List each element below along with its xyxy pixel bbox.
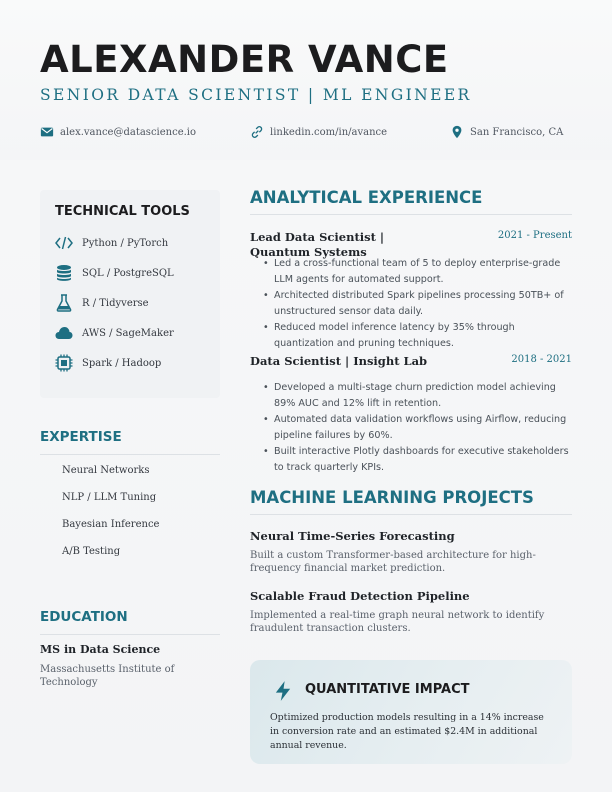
experience-heading: ANALYTICAL EXPERIENCE: [250, 188, 483, 207]
contact-email[interactable]: [40, 124, 196, 140]
expertise-item: Bayesian Inference: [62, 519, 160, 530]
flask-icon: [54, 293, 74, 313]
project-title: Scalable Fraud Detection Pipeline: [250, 589, 470, 603]
tool-label: Spark / Hadoop: [82, 357, 162, 369]
project-title: Neural Time-Series Forecasting: [250, 529, 455, 543]
code-icon: [54, 233, 74, 253]
expertise-item: NLP / LLM Tuning: [62, 492, 157, 503]
candidate-title: SENIOR DATA SCIENTIST | ML ENGINEER: [40, 86, 472, 104]
job-dates: 2021 - Present: [497, 230, 572, 241]
projects-heading: MACHINE LEARNING PROJECTS: [250, 488, 534, 507]
tool-label: Python / PyTorch: [82, 237, 169, 249]
bullet-item: • Developed a multi-stage churn prediction model achieving 89% AUC and 12% lift in retention.: [274, 380, 574, 412]
database-icon: [54, 263, 74, 283]
bullet-item: • Reduced model inference latency by 35% through quantization and pruning techniques.: [274, 320, 574, 352]
job-title: Lead Data Scientist | Quantum Systems: [250, 230, 385, 259]
contact-location: [450, 124, 563, 140]
job-dates: 2018 - 2021: [511, 354, 572, 365]
bullet-item: • Led a cross-functional team of 5 to deploy enterprise-grade LLM agents for automated support.: [274, 256, 574, 288]
project-description: Implemented a real-time graph neural network to identify fraudulent transaction clusters.: [250, 610, 545, 634]
technical-tools-heading: TECHNICAL TOOLS: [55, 204, 190, 219]
job-bullets: [274, 380, 574, 476]
impact-card: [250, 660, 572, 764]
tool-item: [54, 233, 168, 253]
education-divider: [40, 634, 220, 635]
expertise-divider: [40, 454, 220, 455]
job-title: Data Scientist | Insight Lab: [250, 354, 428, 368]
job-bullets: [274, 256, 574, 352]
cloud-icon: [54, 323, 74, 343]
tool-label: SQL / PostgreSQL: [82, 267, 174, 279]
contact-email-text: alex.vance@datascience.io: [60, 126, 197, 138]
tool-item: [54, 323, 174, 343]
location-pin-icon: [450, 125, 464, 139]
tool-item: [54, 263, 174, 283]
education-school: Massachusetts Institute of Technology: [40, 664, 175, 688]
tool-label: R / Tidyverse: [82, 297, 149, 309]
chip-icon: [54, 353, 74, 373]
lightning-icon: [272, 680, 294, 702]
contact-linkedin[interactable]: [250, 124, 387, 140]
tool-label: AWS / SageMaker: [82, 327, 174, 339]
impact-text: Optimized production models resulting in a 14% increase in conversion rate and an estimated $2.4M in additional annual revenue.: [270, 712, 544, 751]
education-heading: EDUCATION: [40, 609, 128, 625]
expertise-item: Neural Networks: [62, 465, 150, 476]
experience-divider: [250, 214, 572, 215]
candidate-name: ALEXANDER VANCE: [40, 38, 449, 81]
tool-item: [54, 293, 149, 313]
projects-divider: [250, 514, 572, 515]
expertise-heading: EXPERTISE: [40, 429, 122, 445]
contact-linkedin-text: linkedin.com/in/avance: [270, 126, 388, 138]
expertise-item: A/B Testing: [62, 546, 121, 557]
education-degree: MS in Data Science: [40, 643, 161, 656]
mail-icon: [40, 125, 54, 139]
technical-tools-card: [40, 190, 220, 398]
tool-item: [54, 353, 161, 373]
contact-location-text: San Francisco, CA: [470, 126, 564, 138]
impact-heading: QUANTITATIVE IMPACT: [305, 682, 470, 697]
project-description: Built a custom Transformer-based architecture for high-frequency financial market prediction.: [250, 550, 536, 574]
bullet-item: • Architected distributed Spark pipelines processing 50TB+ of unstructured sensor data daily.: [274, 288, 574, 320]
bullet-item: • Automated data validation workflows using Airflow, reducing pipeline failures by 60%.: [274, 412, 574, 444]
link-icon: [250, 125, 264, 139]
bullet-item: • Built interactive Plotly dashboards for executive stakeholders to track quarterly KPIs.: [274, 444, 574, 476]
